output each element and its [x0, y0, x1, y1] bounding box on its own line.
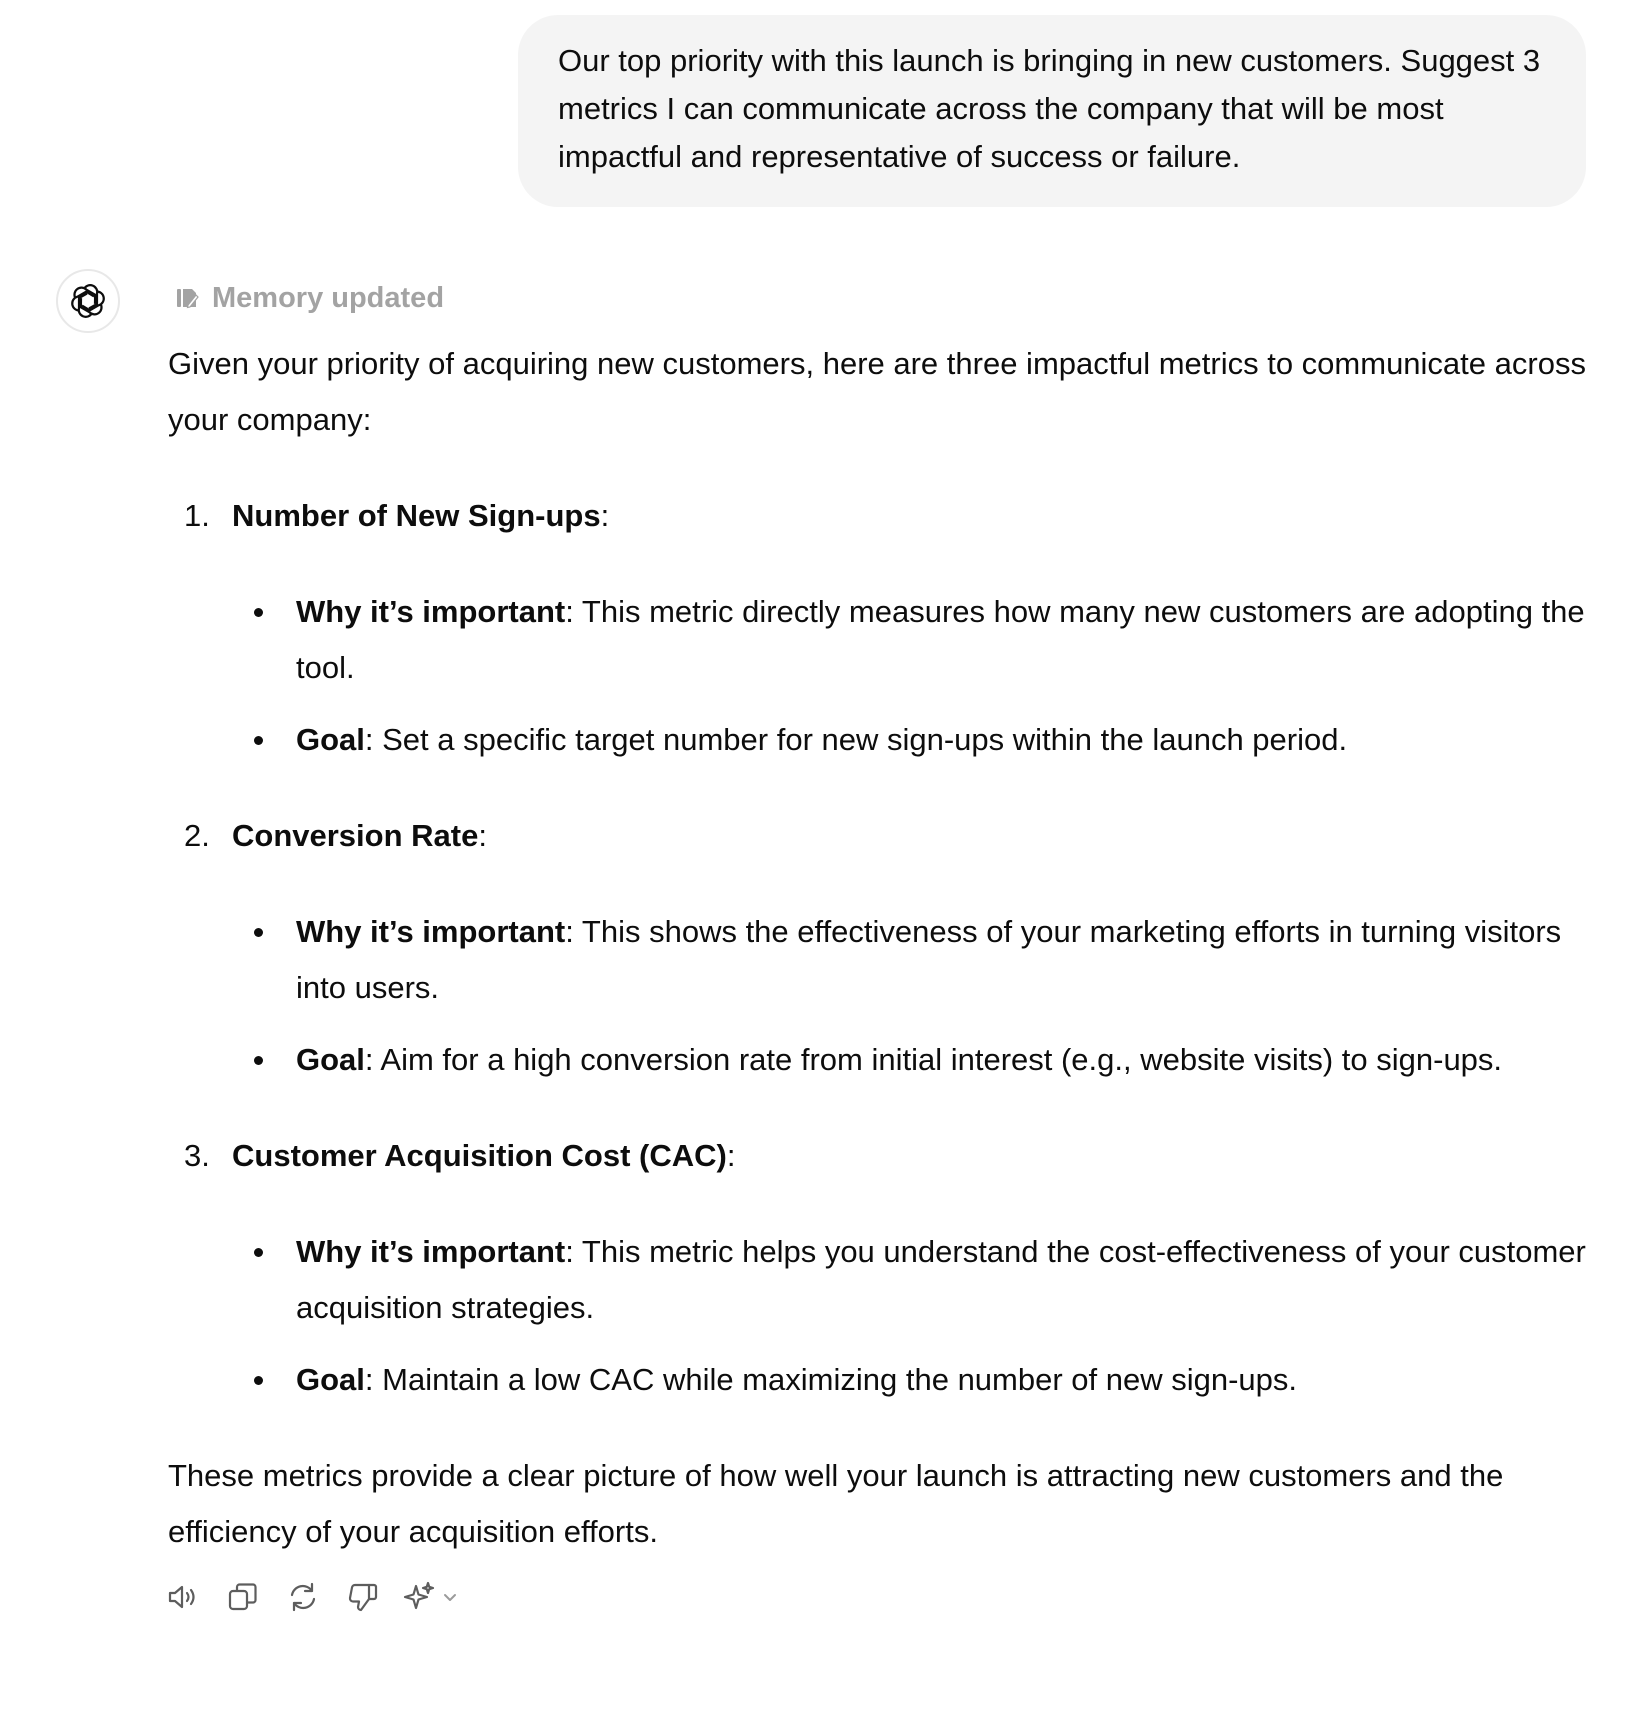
metric-title: Number of New Sign-ups	[232, 498, 601, 533]
copy-button[interactable]	[222, 1576, 264, 1618]
goal-text: : Maintain a low CAC while maximizing the number of new sign-ups.	[364, 1362, 1298, 1397]
sparkle-model-icon	[402, 1580, 436, 1614]
metric-goal-point	[232, 1032, 1598, 1088]
metric-goal-point	[232, 712, 1598, 768]
metric-title: Customer Acquisition Cost (CAC)	[232, 1138, 727, 1173]
answer-intro: Given your priority of acquiring new customers, here are three impactful metrics to communicate across your company:	[168, 346, 1586, 437]
why-text: : This metric helps you understand the cost-effectiveness of your customer acquisition strategies.	[296, 1234, 1586, 1325]
goal-text: : Set a specific target number for new sign-ups within the launch period.	[364, 722, 1348, 757]
metric-title-suffix: :	[726, 1138, 736, 1173]
bullet-dot	[254, 1248, 263, 1257]
metric-item	[168, 808, 1598, 1088]
assistant-avatar	[56, 269, 120, 333]
bullet-dot	[254, 608, 263, 617]
memory-updated-label: Memory updated	[212, 281, 445, 314]
metric-title-suffix: :	[478, 818, 487, 853]
goal-label: Goal	[296, 722, 365, 757]
metrics-list	[168, 488, 1598, 1408]
bullet-dot	[254, 928, 263, 937]
regenerate-icon	[286, 1580, 320, 1614]
metric-title-suffix: :	[600, 498, 610, 533]
why-label: Why it’s important	[296, 914, 566, 949]
bullet-dot	[254, 1376, 263, 1385]
metric-points	[232, 1224, 1598, 1408]
metric-number: 3.	[184, 1138, 210, 1173]
read-aloud-icon	[166, 1580, 200, 1614]
user-message-bubble	[518, 15, 1586, 207]
metric-goal-point	[232, 1352, 1598, 1408]
memory-edit-icon	[174, 285, 200, 311]
metric-why-point	[232, 904, 1598, 1016]
read-aloud-button[interactable]	[162, 1576, 204, 1618]
thumbs-down-icon	[346, 1580, 380, 1614]
user-message-text: Our top priority with this launch is bringing in new customers. Suggest 3 metrics I can communicate across the company that will be most impactful and representative of success or failure.	[558, 43, 1541, 174]
why-text: : This shows the effectiveness of your marketing efforts in turning visitors into users.	[296, 914, 1562, 1005]
metric-number: 2.	[184, 818, 210, 853]
why-label: Why it’s important	[296, 1234, 566, 1269]
openai-logo-icon	[68, 281, 108, 321]
switch-model-button[interactable]	[402, 1580, 460, 1614]
metric-points	[232, 904, 1598, 1088]
metric-why-point	[232, 1224, 1598, 1336]
metric-why-point	[232, 584, 1598, 696]
metric-number: 1.	[184, 498, 210, 533]
metric-item	[168, 1128, 1598, 1408]
metric-points	[232, 584, 1598, 768]
why-text: : This metric directly measures how many new customers are adopting the tool.	[296, 594, 1585, 685]
metric-title: Conversion Rate	[232, 818, 479, 853]
answer-outro: These metrics provide a clear picture of how well your launch is attracting new customers and the efficiency of your acquisition efforts.	[168, 1458, 1504, 1549]
bad-response-button[interactable]	[342, 1576, 384, 1618]
why-label: Why it’s important	[296, 594, 566, 629]
goal-label: Goal	[296, 1042, 365, 1077]
regenerate-button[interactable]	[282, 1576, 324, 1618]
goal-text: : Aim for a high conversion rate from initial interest (e.g., website visits) to sign-ups.	[364, 1042, 1503, 1077]
assistant-message	[168, 336, 1598, 1560]
chevron-down-icon	[440, 1587, 460, 1607]
message-action-bar	[162, 1576, 460, 1618]
memory-updated-indicator[interactable]	[174, 280, 444, 316]
bullet-dot	[254, 1056, 263, 1065]
copy-icon	[226, 1580, 260, 1614]
metric-item	[168, 488, 1598, 768]
bullet-dot	[254, 736, 263, 745]
goal-label: Goal	[296, 1362, 365, 1397]
